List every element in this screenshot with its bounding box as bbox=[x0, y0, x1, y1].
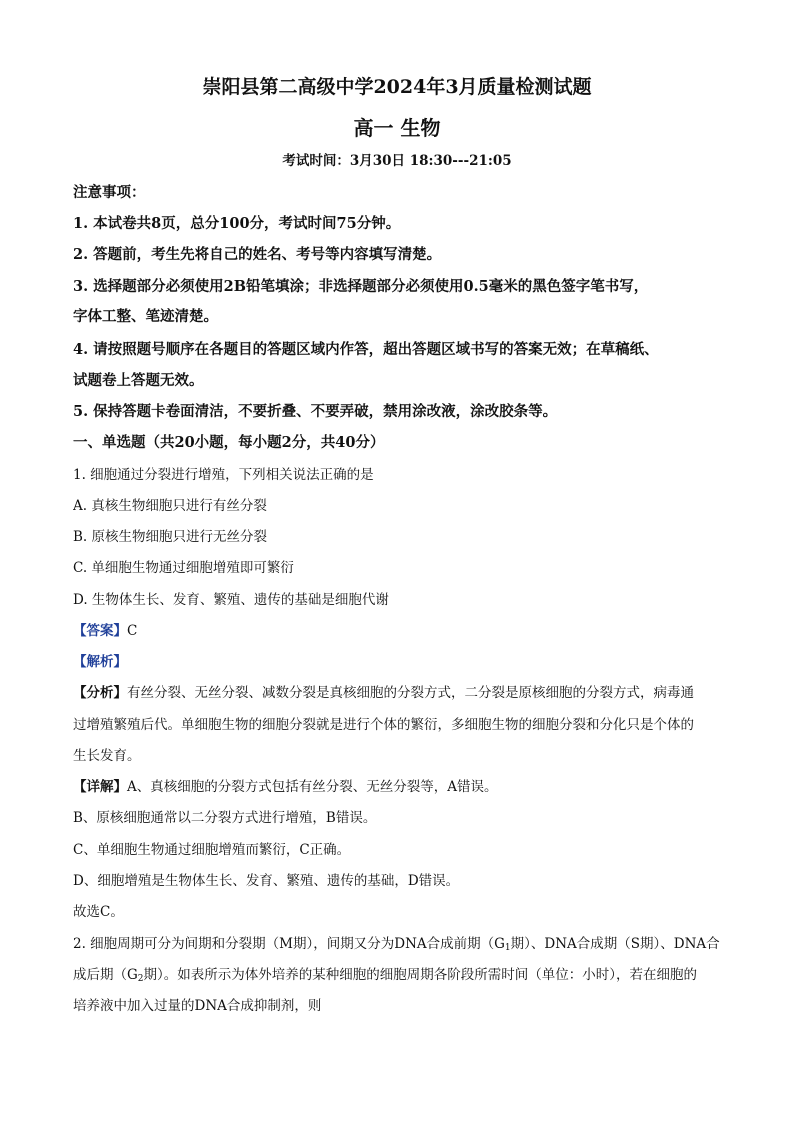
fenxi-line-1 bbox=[73, 681, 733, 701]
question-2-line-2-part-b: 期）。如表所示为体外培养的某种细胞的细胞周期各阶段所需时间（单位：小时），若在细胞的 bbox=[143, 967, 698, 983]
question-1-option-d: D. 生物体生长、发育、繁殖、遗传的基础是细胞代谢 bbox=[73, 592, 389, 608]
analysis-tag: 【解析】 bbox=[73, 654, 127, 670]
notice-item-3-line-2: 字体工整、笔迹清楚。 bbox=[73, 308, 218, 325]
analysis-row bbox=[73, 650, 733, 670]
xiangjie-text-a: A、真核细胞的分裂方式包括有丝分裂、无丝分裂等，A错误。 bbox=[127, 779, 498, 795]
question-1-option-c: C. 单细胞生物通过细胞增殖即可繁衍 bbox=[73, 560, 294, 576]
question-1-option-b: B. 原核生物细胞只进行无丝分裂 bbox=[73, 529, 268, 545]
notice-item-3-line-1: 3. 选择题部分必须使用2B铅笔填涂；非选择题部分必须使用0.5毫米的黑色签字笔书写， bbox=[73, 278, 649, 295]
exam-time: 考试时间：3月30日 18:30---21:05 bbox=[282, 153, 512, 169]
conclusion: 故选C。 bbox=[73, 904, 124, 920]
notice-item-2: 2. 答题前，考生先将自己的姓名、考号等内容填写清楚。 bbox=[73, 246, 442, 263]
question-2-line-2 bbox=[73, 963, 733, 984]
notice-item-4-line-2: 试题卷上答题无效。 bbox=[73, 372, 204, 389]
notice-item-5: 5. 保持答题卡卷面清洁，不要折叠、不要弄破，禁用涂改液，涂改胶条等。 bbox=[73, 403, 558, 420]
question-2-line-3: 培养液中加入过量的DNA合成抑制剂，则 bbox=[73, 998, 322, 1014]
notice-item-4-line-1: 4. 请按照题号顺序在各题目的答题区域内作答，超出答题区域书写的答案无效；在草稿纸、 bbox=[73, 341, 659, 358]
fenxi-tag: 【分析】 bbox=[73, 685, 127, 701]
exam-subtitle: 高一 生物 bbox=[353, 116, 441, 140]
answer-tag: 【答案】 bbox=[73, 623, 127, 639]
fenxi-line-2: 过增殖繁殖后代。单细胞生物的细胞分裂就是进行个体的繁衍，多细胞生物的细胞分裂和分化只是个体的 bbox=[73, 717, 694, 733]
fenxi-line-3: 生长发育。 bbox=[73, 748, 141, 764]
notice-item-1: 1. 本试卷共8页，总分100分，考试时间75分钟。 bbox=[73, 215, 401, 232]
exam-title: 崇阳县第二高级中学2024年3月质量检测试题 bbox=[202, 76, 592, 98]
question-2-line-1-part-a: 2. 细胞周期可分为间期和分裂期（M期），间期又分为DNA合成前期（G bbox=[73, 936, 505, 952]
xiangjie-line-b: B、原核细胞通常以二分裂方式进行增殖，B错误。 bbox=[73, 810, 377, 826]
xiangjie-line-d: D、细胞增殖是生物体生长、发育、繁殖、遗传的基础，D错误。 bbox=[73, 873, 460, 889]
subscript-1: 1 bbox=[504, 943, 511, 953]
fenxi-text-1: 有丝分裂、无丝分裂、减数分裂是真核细胞的分裂方式，二分裂是原核细胞的分裂方式，病毒通 bbox=[127, 685, 694, 701]
question-1-option-a: A. 真核生物细胞只进行有丝分裂 bbox=[73, 498, 267, 514]
section-heading: 一、单选题（共20小题，每小题2分，共40分） bbox=[73, 434, 385, 451]
answer-value: C bbox=[127, 623, 138, 639]
notice-heading: 注意事项： bbox=[73, 184, 146, 201]
answer-row bbox=[73, 619, 733, 639]
xiangjie-tag: 【详解】 bbox=[73, 779, 127, 795]
xiangjie-line-c: C、单细胞生物通过细胞增殖而繁衍，C正确。 bbox=[73, 842, 351, 858]
question-2-line-1-part-b: 期）、DNA合成期（S期）、DNA合 bbox=[510, 936, 720, 952]
subscript-2: 2 bbox=[137, 974, 144, 984]
question-2-line-2-part-a: 成后期（G bbox=[73, 967, 138, 983]
xiangjie-line-a bbox=[73, 775, 733, 795]
question-2-line-1 bbox=[73, 932, 733, 953]
question-1-stem: 1. 细胞通过分裂进行增殖，下列相关说法正确的是 bbox=[73, 467, 374, 483]
